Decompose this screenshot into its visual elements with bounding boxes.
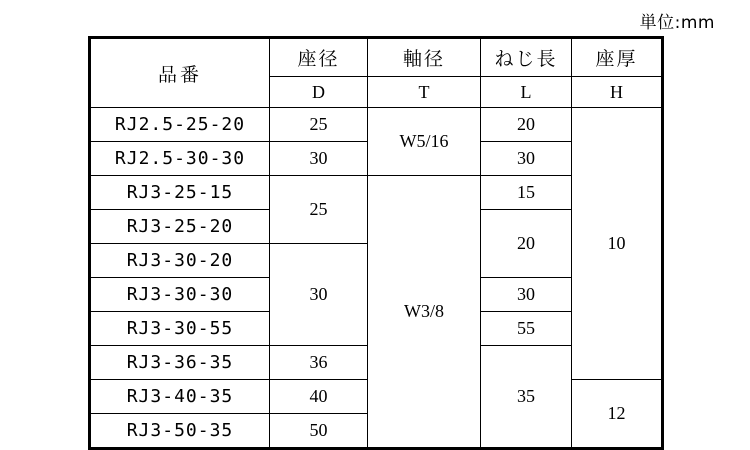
unit-note: 単位:mm (639, 13, 715, 33)
header-symbol-h: H (572, 77, 663, 108)
header-seat-thickness: 座厚 (572, 38, 663, 77)
cell-part-number: RJ3-25-20 (90, 210, 270, 244)
cell-seat-thickness: 12 (572, 380, 663, 449)
header-row-jp (90, 38, 663, 77)
table-body (90, 108, 663, 449)
cell-part-number: RJ3-30-55 (90, 312, 270, 346)
header-symbol-l: L (481, 77, 572, 108)
cell-seat-diameter: 40 (270, 380, 368, 414)
cell-part-number: RJ3-50-35 (90, 414, 270, 449)
cell-thread-length: 30 (481, 278, 572, 312)
cell-seat-thickness: 10 (572, 108, 663, 380)
cell-part-number: RJ2.5-30-30 (90, 142, 270, 176)
table-header (90, 38, 663, 108)
cell-seat-diameter: 25 (270, 108, 368, 142)
cell-thread-length: 30 (481, 142, 572, 176)
header-thread-length: ねじ長 (481, 38, 572, 77)
table-row (90, 108, 663, 142)
cell-thread-length: 20 (481, 108, 572, 142)
cell-thread-length: 35 (481, 346, 572, 449)
spec-table (88, 36, 664, 450)
cell-seat-diameter: 30 (270, 244, 368, 346)
spec-table-container (88, 36, 661, 441)
header-symbol-t: T (368, 77, 481, 108)
cell-thread-length: 20 (481, 210, 572, 278)
cell-part-number: RJ3-40-35 (90, 380, 270, 414)
cell-thread-length: 55 (481, 312, 572, 346)
cell-part-number: RJ2.5-25-20 (90, 108, 270, 142)
cell-part-number: RJ3-30-30 (90, 278, 270, 312)
cell-shaft-diameter: W3/8 (368, 176, 481, 449)
cell-seat-diameter: 30 (270, 142, 368, 176)
cell-part-number: RJ3-36-35 (90, 346, 270, 380)
cell-part-number: RJ3-30-20 (90, 244, 270, 278)
header-shaft-diameter: 軸径 (368, 38, 481, 77)
header-seat-diameter: 座径 (270, 38, 368, 77)
cell-shaft-diameter: W5/16 (368, 108, 481, 176)
header-part-number: 品番 (90, 38, 270, 108)
header-symbol-d: D (270, 77, 368, 108)
cell-thread-length: 15 (481, 176, 572, 210)
cell-part-number: RJ3-25-15 (90, 176, 270, 210)
cell-seat-diameter: 25 (270, 176, 368, 244)
cell-seat-diameter: 50 (270, 414, 368, 449)
cell-seat-diameter: 36 (270, 346, 368, 380)
